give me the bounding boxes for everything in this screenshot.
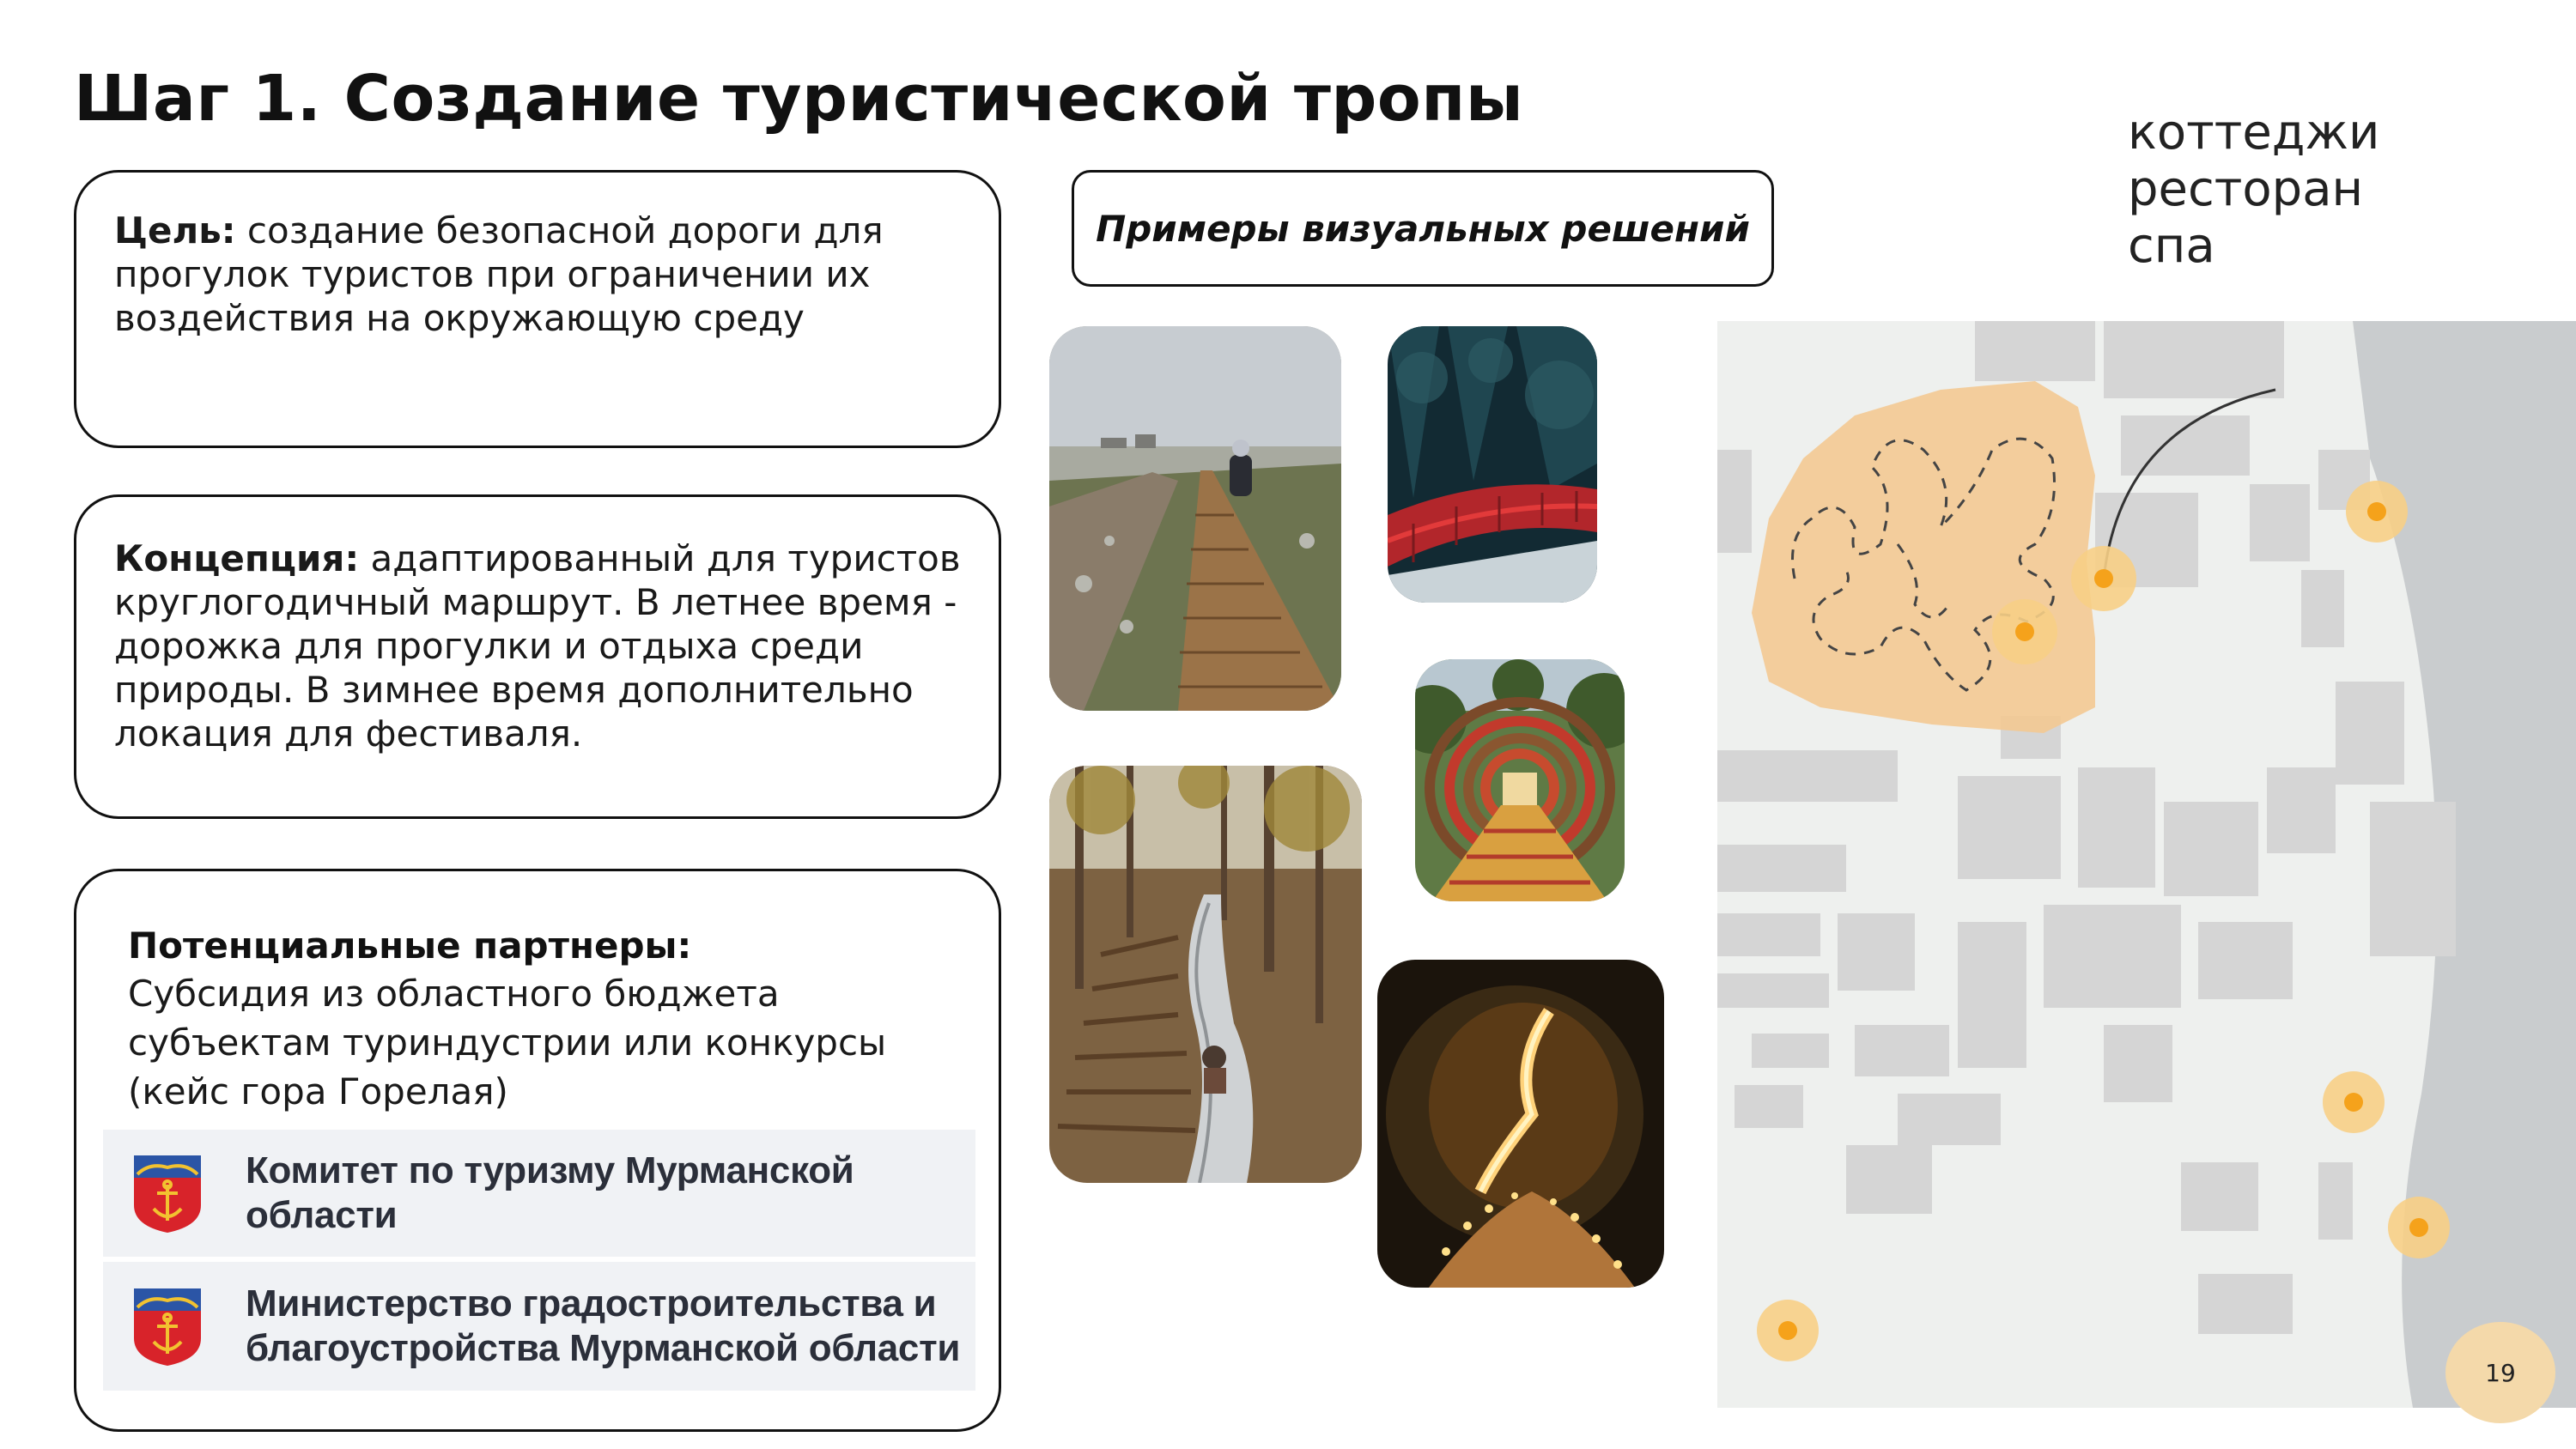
concept-text (114, 537, 961, 755)
photo-night-lights-path (1377, 960, 1664, 1288)
callout-cottages: коттеджи (2128, 105, 2380, 161)
map-callout (2128, 105, 2379, 275)
slide-title: Шаг 1. Создание туристической тропы (74, 62, 1524, 136)
callout-restaurant: ресторан (2128, 161, 2364, 217)
goal-card (74, 170, 1001, 448)
photo-forest-slide (1049, 766, 1362, 1183)
page-number-badge: 19 (2445, 1322, 2555, 1423)
concept-card (74, 494, 1001, 819)
visual-examples-text: Примеры визуальных решений (1096, 207, 1750, 250)
goal-text (114, 209, 961, 340)
goal-description: создание безопасной дороги для прогулок туристов при ограничении их воздействия на окружающую среду (114, 209, 884, 339)
partner-org-name-line2: благоустройства Мурманской области (246, 1327, 961, 1369)
area-map (1717, 321, 2576, 1408)
partner-org-name (246, 1282, 960, 1371)
photo-boardwalk-tundra (1049, 326, 1341, 711)
partner-org-tourism-committee (103, 1130, 975, 1257)
photo-red-bridge-night (1388, 326, 1597, 603)
goal-label: Цель: (114, 209, 236, 252)
callout-spa: спа (2128, 218, 2215, 274)
murmansk-emblem-icon (131, 1285, 204, 1367)
photo-wooden-arch-tunnel (1415, 659, 1625, 901)
partner-org-name-line1: Министерство градостроительства и (246, 1282, 937, 1325)
partner-org-construction-ministry (103, 1262, 975, 1391)
visual-examples-label (1072, 170, 1774, 287)
partners-description: Субсидия из областного бюджета субъектам туриндустрии или конкурсы (кейс гора Горелая) (128, 973, 887, 1113)
concept-description: адаптированный для туристов круглогодичный маршрут. В летнее время - дорожка для прогулки и отдыха среди природы. В зимнее время дополнительно локация для фестиваля. (114, 537, 961, 755)
murmansk-emblem-icon (131, 1152, 204, 1234)
concept-label: Концепция: (114, 537, 360, 579)
partners-heading: Потенциальные партнеры: (128, 925, 692, 967)
partner-org-name: Комитет по туризму Мурманской области (246, 1149, 854, 1236)
